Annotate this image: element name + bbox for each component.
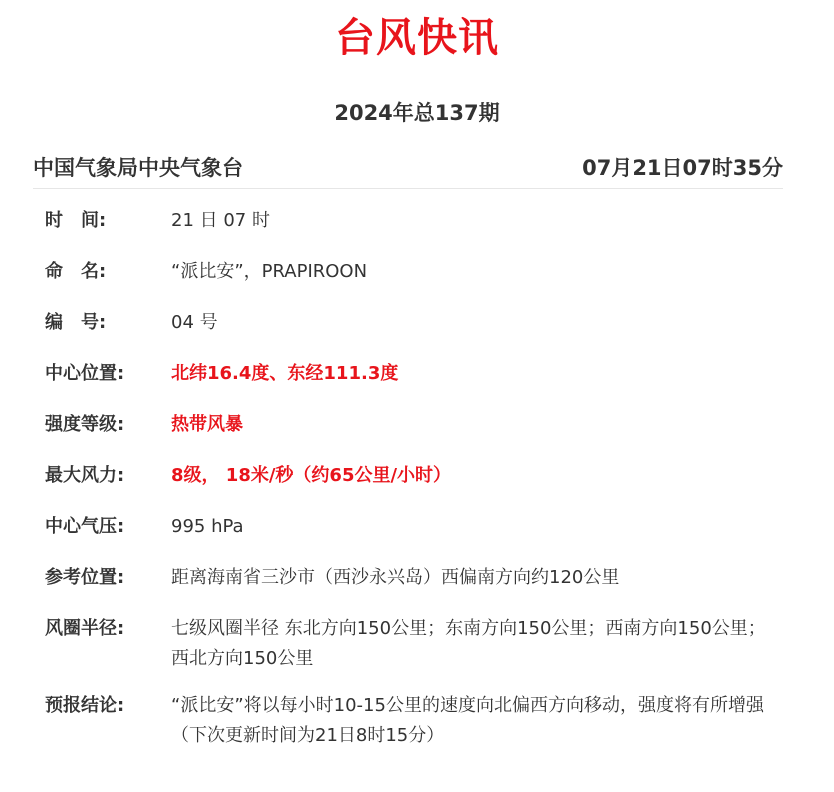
next-update-note: （下次更新时间为21日8时15分） [171,725,445,746]
wind-radius-value: 七级风圈半径 东北方向150公里；东南方向150公里；西南方向150公里；西北方向150公里 [171,618,766,669]
wind-radius-label: 风圈半径: [45,618,125,639]
number-label: 编 号: [45,312,107,333]
issue-number: 2024年总137期 [334,101,500,125]
bulletin-header [33,152,783,189]
reference-position-value: 距离海南省三沙市（西沙永兴岛）西偏南方向约120公里 [171,567,620,588]
issue-datetime: 07月21日07时35分 [582,156,783,180]
center-position-value: 北纬16.4度、东经111.3度 [171,363,399,384]
issuing-agency: 中国气象局中央气象台 [33,156,243,180]
max-wind-label: 最大风力: [45,465,125,486]
time-value: 21 日 07 时 [171,210,270,231]
center-position-label: 中心位置: [45,363,125,384]
forecast-text: “派比安”将以每小时10-15公里的速度向北偏西方向移动，强度将有所增强 [171,695,764,716]
pressure-label: 中心气压: [45,516,125,537]
time-label: 时 间: [45,210,107,231]
forecast-value [171,691,775,751]
name-value: “派比安”，PRAPIROON [171,261,368,282]
reference-position-label: 参考位置: [45,567,125,588]
pressure-value: 995 hPa [171,516,244,537]
forecast-label: 预报结论: [45,695,125,716]
max-wind-value: 8级， 18米/秒（约65公里/小时） [171,465,452,486]
number-value: 04 号 [171,312,218,333]
bulletin-title: 台风快讯 [335,15,499,61]
name-label: 命 名: [45,261,107,282]
intensity-value: 热带风暴 [171,414,243,435]
intensity-label: 强度等级: [45,414,125,435]
